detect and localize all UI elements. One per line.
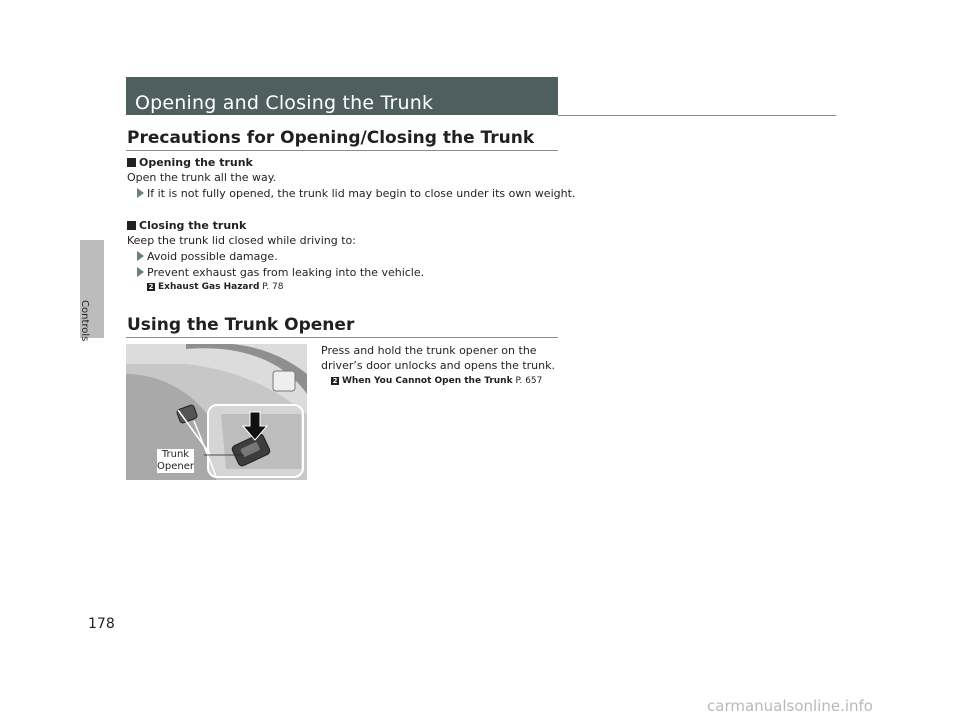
page-number: 178 [88,616,115,632]
opener-text-line-1: Press and hold the trunk opener on the [321,344,537,357]
closing-bullet-1-text: Avoid possible damage. [147,250,278,263]
cross-reference-exhaust[interactable] [147,281,283,294]
closing-bullet-2-text: Prevent exhaust gas from leaking into the vehicle. [147,266,425,279]
closing-bullet-1 [137,250,278,263]
chapter-title: Opening and Closing the Trunk [135,92,434,114]
side-tab-label: Controls [79,300,90,342]
closing-bullet-2 [137,266,424,279]
square-marker-icon [127,221,136,230]
cross-reference-icon: 2 [332,377,338,385]
section-heading-precautions: Precautions for Opening/Closing the Trunk [127,128,535,148]
mirror-switch [273,371,295,391]
triangle-bullet-icon [137,267,144,277]
opening-bullet [137,187,575,200]
triangle-bullet-icon [137,188,144,198]
chapter-rule [558,115,836,116]
section-heading-opener: Using the Trunk Opener [127,315,355,335]
opening-text: Open the trunk all the way. [127,171,277,184]
subheading-opening [127,156,253,169]
opener-text-line-2: driver’s door unlocks and opens the trunk. [321,359,555,372]
reference-page: P. 78 [262,282,284,292]
reference-page: P. 657 [515,376,543,386]
subheading-opening-text: Opening the trunk [139,156,253,169]
opening-bullet-text: If it is not fully opened, the trunk lid may begin to close under its own weight. [147,187,576,200]
figure-label-line-1: Trunk [161,449,190,460]
trunk-opener-illustration [126,344,307,480]
reference-title: When You Cannot Open the Trunk [342,376,513,386]
cross-reference-icon: 2 [148,283,154,291]
section-rule [126,150,558,151]
figure-label-line-2: Opener [157,461,194,472]
subheading-closing [127,219,246,232]
subheading-closing-text: Closing the trunk [139,219,247,232]
figure-label-trunk-opener [157,449,194,473]
section-rule [126,337,558,338]
watermark: carmanualsonline.info [707,697,873,715]
square-marker-icon [127,158,136,167]
triangle-bullet-icon [137,251,144,261]
closing-text: Keep the trunk lid closed while driving to: [127,234,356,247]
cross-reference-cannot-open[interactable] [331,375,542,388]
reference-title: Exhaust Gas Hazard [158,282,260,292]
